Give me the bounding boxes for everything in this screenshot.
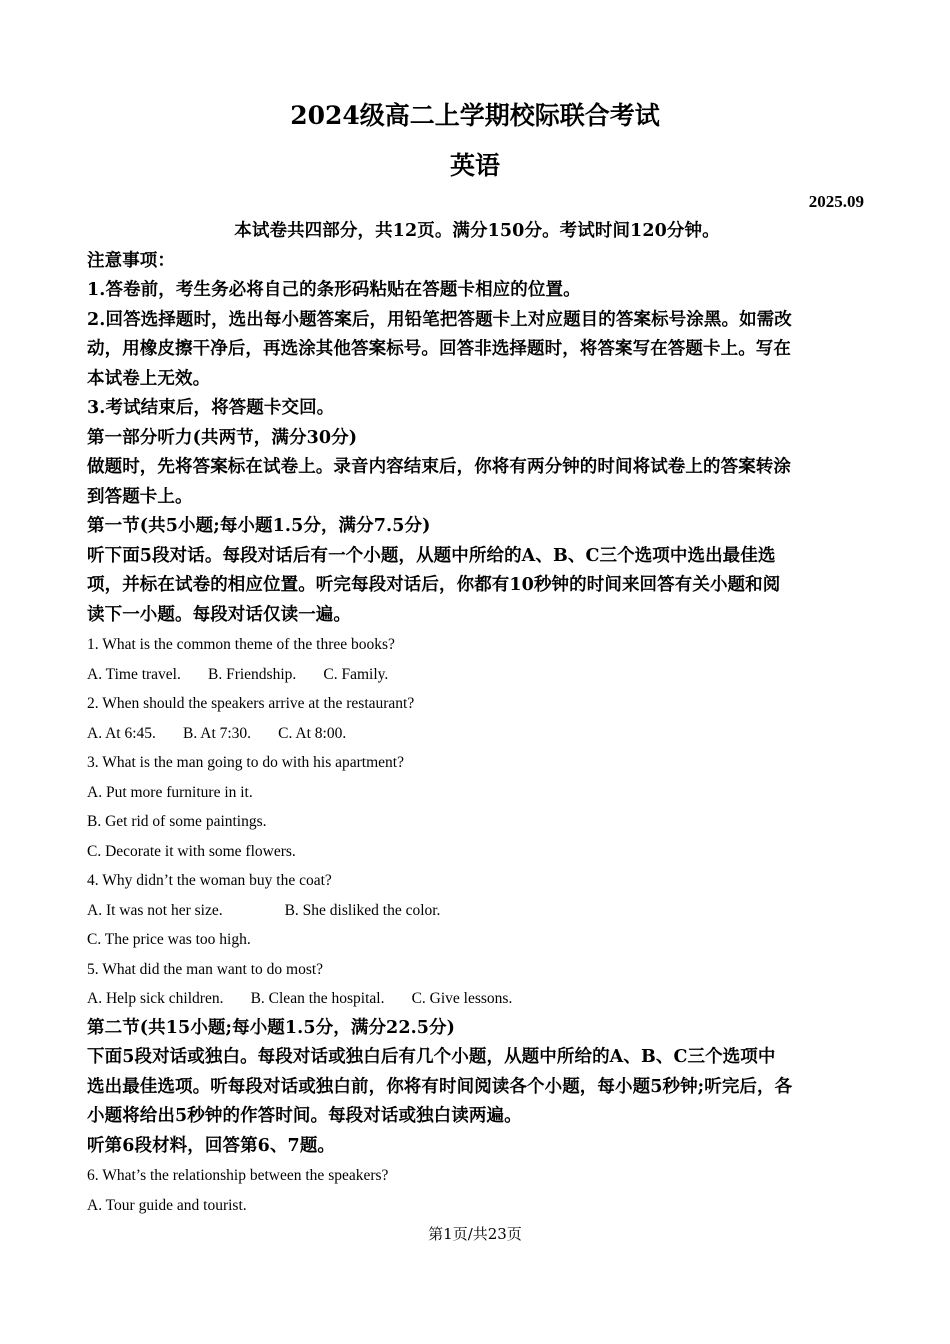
notice-item-1: 1.答卷前，考生务必将自己的条形码粘贴在答题卡相应的位置。 bbox=[87, 280, 581, 300]
subject-title: 英语 bbox=[449, 151, 500, 180]
page-footer: 第1页/共23页 bbox=[428, 1225, 522, 1243]
part1-desc-line-1: 做题时，先将答案标在试卷上。录音内容结束后，你将有两分钟的时间将试卷上的答案转涂 bbox=[87, 457, 791, 477]
exam-title: 2024级高二上学期校际联合考试 bbox=[290, 101, 660, 130]
question-1: 1. What is the common theme of the three books? bbox=[87, 636, 395, 653]
question-3-option-a: A. Put more furniture in it. bbox=[87, 783, 253, 801]
section2-desc-line-1: 下面5段对话或独白。每段对话或独白后有几个小题，从题中所给的A、B、C三个选项中 bbox=[87, 1047, 776, 1067]
question-5-options: A. Help sick children. B. Clean the hospital. C. Give lessons. bbox=[87, 990, 513, 1007]
question-2-options: A. At 6:45. B. At 7:30. C. At 8:00. bbox=[87, 724, 347, 742]
question-4-options-ab: A. It was not her size. B. She disliked the color. bbox=[87, 901, 441, 919]
notice-item-2-line-3: 本试卷上无效。 bbox=[87, 368, 211, 389]
question-5: 5. What did the man want to do most? bbox=[87, 960, 324, 978]
notice-item-2-line-1: 2.回答选择题时，选出每小题答案后，用铅笔把答题卡上对应题目的答案标号涂黑。如需改 bbox=[87, 309, 792, 330]
exam-date: 2025.09 bbox=[808, 192, 864, 211]
question-3-option-c: C. Decorate it with some flowers. bbox=[87, 842, 296, 860]
section1-desc-line-1: 听下面5段对话。每段对话后有一个小题，从题中所给的A、B、C三个选项中选出最佳选 bbox=[87, 545, 776, 566]
question-4-option-c: C. The price was too high. bbox=[87, 931, 251, 948]
section1-heading: 第一节(共5小题;每小题1.5分，满分7.5分) bbox=[87, 516, 431, 536]
question-1-options: A. Time travel. B. Friendship. C. Family. bbox=[87, 665, 389, 683]
notice-item-2-line-2: 动，用橡皮擦干净后，再选涂其他答案标号。回答非选择题时，将答案写在答题卡上。写在 bbox=[87, 339, 791, 359]
question-4: 4. Why didn’t the woman buy the coat? bbox=[87, 872, 332, 889]
question-6-option-a: A. Tour guide and tourist. bbox=[87, 1196, 247, 1214]
question-3: 3. What is the man going to do with his apartment? bbox=[87, 754, 404, 771]
part1-desc-line-2: 到答题卡上。 bbox=[87, 486, 193, 507]
notice-heading: 注意事项： bbox=[87, 250, 175, 271]
question-3-option-b: B. Get rid of some paintings. bbox=[87, 813, 267, 830]
section1-desc-line-3: 读下一小题。每段对话仅读一遍。 bbox=[87, 604, 351, 625]
question-6: 6. What’s the relationship between the speakers? bbox=[87, 1167, 389, 1184]
section2-material: 听第6段材料，回答第6、7题。 bbox=[87, 1135, 336, 1156]
section2-heading: 第二节(共15小题;每小题1.5分，满分22.5分) bbox=[87, 1017, 456, 1038]
notice-item-3: 3.考试结束后，将答题卡交回。 bbox=[87, 398, 335, 418]
exam-content bbox=[87, 217, 867, 1220]
part1-heading: 第一部分听力(共两节，满分30分) bbox=[87, 427, 358, 448]
exam-intro: 本试卷共四部分，共12页。满分150分。考试时间120分钟。 bbox=[234, 221, 720, 241]
question-2: 2. When should the speakers arrive at the restaurant? bbox=[87, 695, 415, 712]
section2-desc-line-2: 选出最佳选项。听每段对话或独白前，你将有时间阅读各个小题，每小题5秒钟;听完后，各 bbox=[87, 1076, 793, 1097]
section1-desc-line-2: 项，并标在试卷的相应位置。听完每段对话后，你都有10秒钟的时间来回答有关小题和阅 bbox=[87, 575, 781, 595]
section2-desc-line-3: 小题将给出5秒钟的作答时间。每段对话或独白读两遍。 bbox=[87, 1106, 522, 1126]
